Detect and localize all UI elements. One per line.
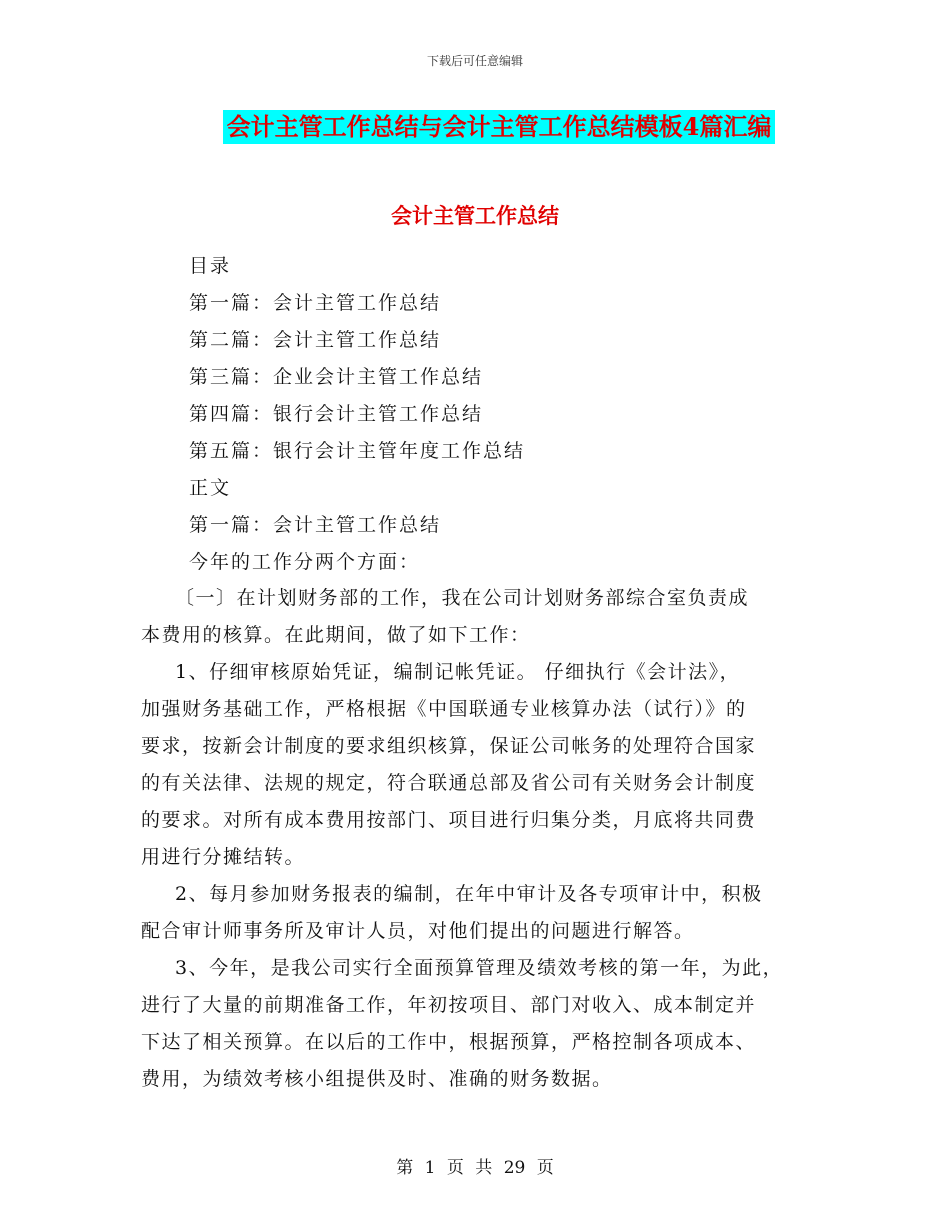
- paragraph-line: 用进行分摊结转。: [141, 846, 306, 868]
- paragraph-line: 加强财务基础工作，严格根据《中国联通专业核算办法（试行）》的: [141, 698, 747, 720]
- paragraph-line: 要求，按新会计制度的要求组织核算，保证公司帐务的处理符合国家: [141, 735, 757, 757]
- toc-item: 第二篇：会计主管工作总结: [189, 329, 442, 351]
- toc-item: 第一篇：会计主管工作总结: [189, 292, 442, 314]
- toc-item: 第五篇：银行会计主管年度工作总结: [189, 440, 526, 462]
- table-of-contents: [189, 248, 525, 581]
- paragraph-line: 的要求。对所有成本费用按部门、项目进行归集分类，月底将共同费: [141, 809, 757, 831]
- paragraph-line: 费用，为绩效考核小组提供及时、准确的财务数据。: [141, 1068, 613, 1090]
- paragraph-line: 3、今年，是我公司实行全面预算管理及绩效考核的第一年，为此，: [175, 957, 784, 979]
- paragraph-line: 2、每月参加财务报表的编制，在年中审计及各专项审计中，积极: [175, 883, 763, 905]
- toc-item: 第三篇：企业会计主管工作总结: [189, 366, 484, 388]
- toc-item: 第四篇：银行会计主管工作总结: [189, 403, 484, 425]
- body-text: [141, 580, 821, 1098]
- section-title: 会计主管工作总结: [391, 203, 559, 228]
- main-title-container: [0, 110, 950, 144]
- header-note: 下载后可任意编辑: [426, 54, 523, 68]
- paragraph-line: 本费用的核算。在此期间，做了如下工作：: [141, 624, 531, 646]
- paragraph-line: 1、仔细审核原始凭证，编制记帐凭证。 仔细执行《会计法》，: [175, 661, 741, 683]
- paragraph-line: 下达了相关预算。在以后的工作中，根据预算，严格控制各项成本、: [141, 1031, 757, 1053]
- paragraph-line: 进行了大量的前期准备工作，年初按项目、部门对收入、成本制定并: [141, 994, 757, 1016]
- intro-line: 今年的工作分两个方面：: [189, 551, 421, 573]
- paragraph-line: 配合审计师事务所及审计人员，对他们提出的问题进行解答。: [141, 920, 695, 942]
- main-title: 会计主管工作总结与会计主管工作总结模板4篇汇编: [223, 110, 776, 144]
- paragraph-line: 〔一〕在计划财务部的工作，我在公司计划财务部综合室负责成: [175, 587, 750, 609]
- paragraph-line: 的有关法律、法规的规定，符合联通总部及省公司有关财务会计制度: [141, 772, 757, 794]
- body-heading: 正文: [189, 477, 232, 499]
- toc-heading: 目录: [189, 255, 232, 277]
- page-footer: 第 1 页 共 29 页: [396, 1158, 554, 1178]
- chapter-heading: 第一篇：会计主管工作总结: [189, 514, 442, 536]
